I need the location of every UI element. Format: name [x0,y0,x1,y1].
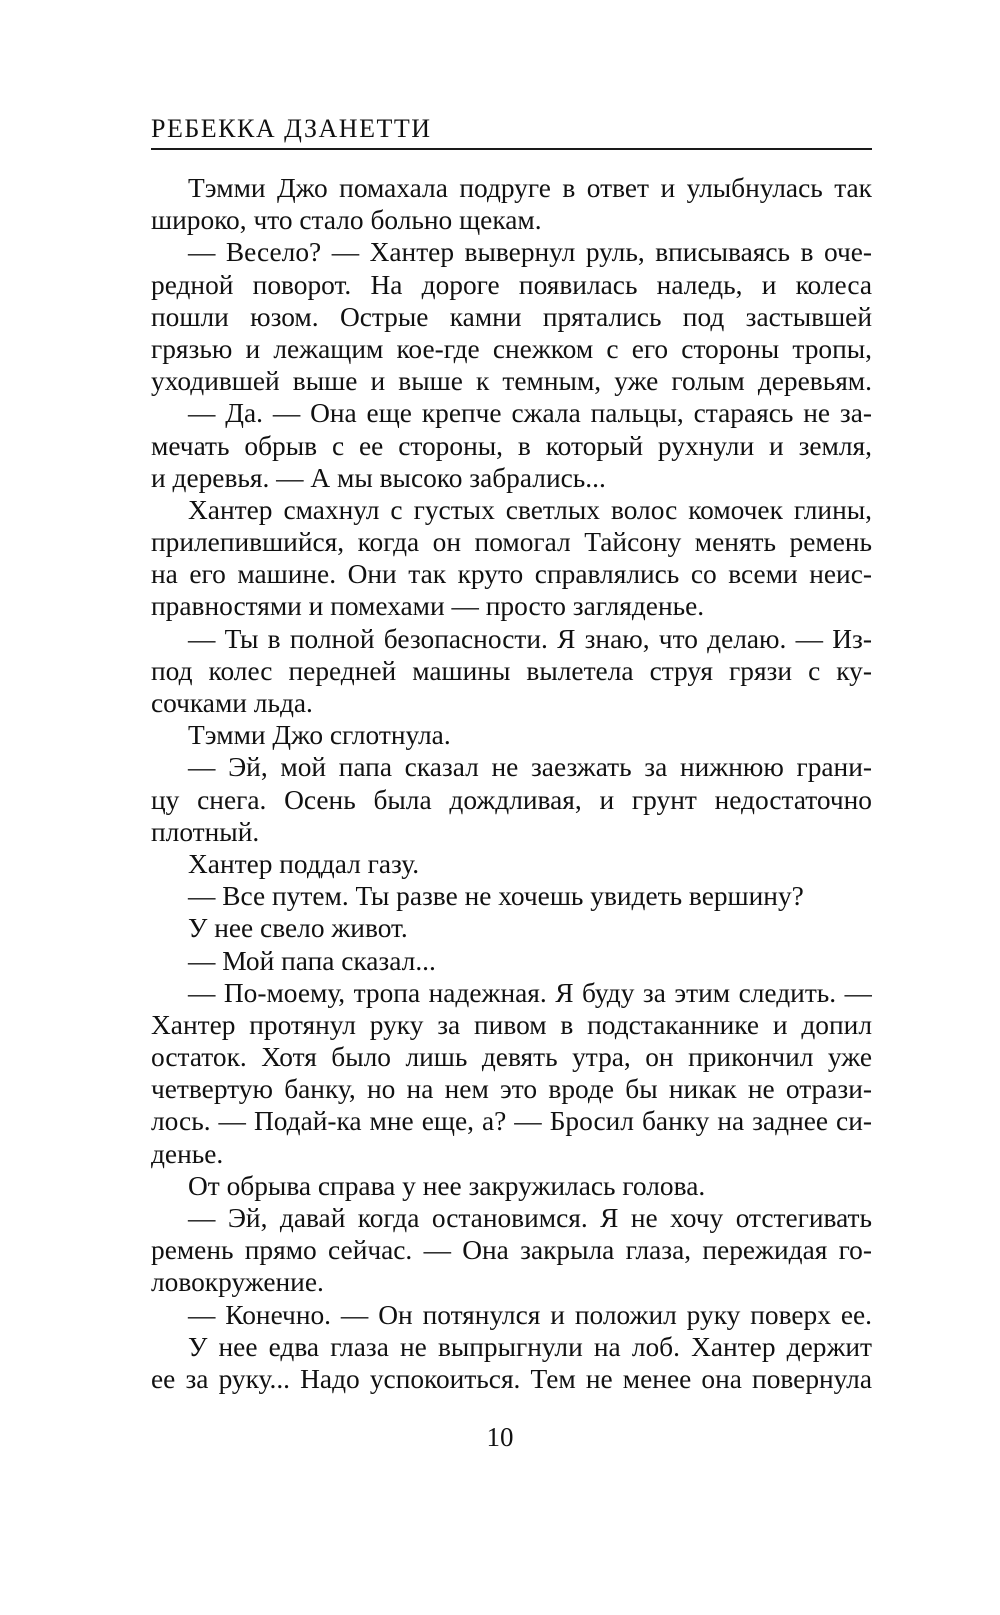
text-line: — Все путем. Ты разве не хочешь увидеть вершину? [188,881,804,912]
text-line: ремень прямо сейчас. — Она закрыла глаза, пережидая го- [151,1235,872,1266]
text-line: Хантер смахнул с густых светлых волос комочек глины, [188,494,872,525]
text-line: остаток. Хотя было лишь девять утра, он прикончил уже [151,1042,872,1073]
text-line: грязью и лежащим кое-где снежком с его стороны тропы, [151,333,872,364]
text-line: — Мой папа сказал... [188,945,436,976]
running-header [151,112,872,150]
running-title: РЕБЕККА ДЗАНЕТТИ [151,114,432,143]
text-line: и деревья. — А мы высоко забрались... [151,462,606,493]
text-line: — По-моему, тропа надежная. Я буду за этим следить. — [188,977,872,1008]
text-line: — Весело? — Хантер вывернул руль, вписываясь в оче- [188,237,872,268]
text-line: пошли юзом. Острые камни прятались под застывшей [151,301,872,332]
text-line: лось. — Подай-ка мне еще, а? — Бросил банку на заднее си- [151,1106,872,1137]
text-line: От обрыва справа у нее закружилась голова. [188,1170,706,1201]
text-line: — Эй, мой папа сказал не заезжать за нижнюю грани- [188,752,872,783]
text-line: на его машине. Они так круто справлялись со всеми неис- [151,559,872,590]
text-line: — Эй, давай когда остановимся. Я не хочу отстегивать [188,1203,872,1233]
text-line: У нее свело живот. [188,913,408,944]
text-line: плотный. [151,816,260,847]
text-line: прилепившийся, когда он помогал Тайсону менять ремень [151,527,872,558]
text-line: Хантер протянул руку за пивом в подстаканнике и допил [151,1009,872,1040]
text-line: четвертую банку, но на нем это вроде бы никак не отрази- [151,1074,872,1105]
text-line: ее за руку... Надо успокоиться. Тем не менее она повернула [151,1363,872,1394]
text-line: Хантер поддал газу. [188,848,420,879]
text-line: уходившей выше и выше к темным, уже голым деревьям. [151,366,872,397]
text-line: денье. [151,1138,224,1169]
page-number: 10 [486,1422,514,1452]
text-line: цу снега. Осень была дождливая, и грунт недостаточно [151,784,872,815]
text-line: правностями и помехами — просто загляденье. [151,591,705,622]
text-line: Тэмми Джо помахала подруге в ответ и улыбнулась так [188,173,872,203]
text-line: редной поворот. На дороге появилась наледь, и колеса [151,269,872,300]
text-line: У нее едва глаза не выпрыгнули на лоб. Хантер держит [188,1331,872,1362]
text-line: широко, что стало больно щекам. [151,205,542,236]
text-line: — Ты в полной безопасности. Я знаю, что делаю. — Из- [188,623,872,654]
body-text [151,172,872,1395]
text-line: — Да. — Она еще крепче сжала пальцы, стараясь не за- [188,398,872,429]
text-line: ловокружение. [151,1267,324,1298]
text-line: Тэмми Джо сглотнула. [188,720,451,751]
text-line: — Конечно. — Он потянулся и положил руку поверх ее. [188,1299,872,1330]
text-line: под колес передней машины вылетела струя грязи с ку- [151,655,872,686]
text-line: мечать обрыв с ее стороны, в который рухнули и земля, [151,430,872,461]
text-line: сочками льда. [151,688,313,718]
